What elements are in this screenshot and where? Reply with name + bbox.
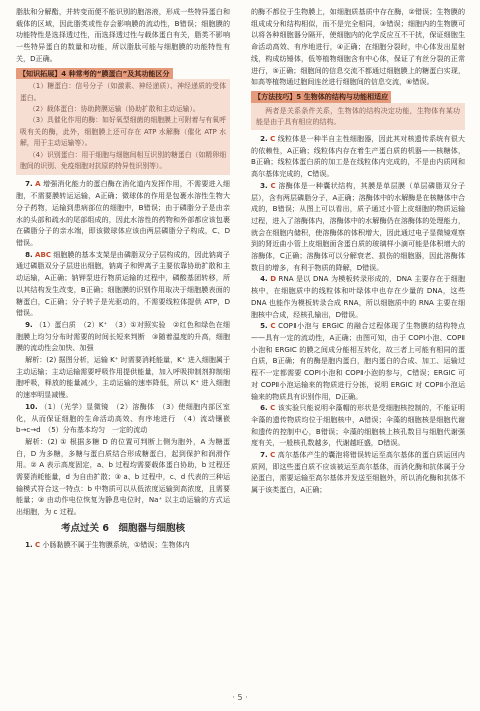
answer-letter: ABC [35,249,52,259]
box-item: （3）具催化作用的酶：如好氧型细菌的细胞膜上可附着与有氧呼吸有关的酶，此外，细胞膜上还可存在 ATP 水解酶（催化 ATP 水解，用于主动运输等）。 [20,116,226,148]
answer-letter: C [270,134,276,144]
answer-letter: C [35,539,41,549]
box-text: 两者是关系条件关系，生物体的结构决定功能，生物体有某功能是由于具有相应的结构。 [256,105,460,127]
answer-5 [251,320,465,402]
paragraph: 的酶不都位于生物膜上，如细胞质基质中存在酶，②错误；生物膜的组成成分和结构相似，而不是完全相同，③错误；细胞内的生物膜可以将各种细胞器分隔开，使细胞内的化学反应互不干扰，保证细胞生命活动高效、有序地进行，④正确；在细胞分裂时，中心体发出星射线，构成纺锤体，低等植物细胞含有中心体，保证了有丝分裂的正常进行，⑤正确；细胞间的信息交流不都通过细胞膜上的糖蛋白实现，如高等植物通过胞间连丝进行细胞间的信息交流，⑥错误。 [251,7,465,87]
answer-8 [16,249,230,319]
question-number: 8. [25,249,33,259]
question-number: 6. [260,403,268,413]
question-number: 10. [25,401,38,411]
answer-3 [251,180,465,274]
answer-letter: C [270,180,276,190]
explanation: 溶酶体是一种囊状结构，其膜是单层膜（单层磷脂双分子层），含有两层磷脂分子，A正确；溶酶体中的水解酶是在核糖体中合成的，B错误；从图上可以看出，质子通过小管上皮细胞的物质运输过程，进入了溶酶体内，溶酶体中的水解酶仍在溶酶体的处理能力，就会在细胞内储积，使溶酶体的体积增大，因此通过电子显微镜观察到的肾近曲小管上皮细胞面含蛋白质的玻璃样小滴可能是体积增大的溶酶体，C正确；溶酶体可以分解衰老、损伤的细胞器，因此溶酶体数目的增多，有利于物质的降解，D错误。 [251,180,465,272]
answer-9 [16,319,230,354]
question-number: 3. [260,180,268,190]
page-number: · 5 · [232,693,248,702]
explanation: 细胞膜的基本支架是由磷脂双分子层构成的，因此钠离子通过磷脂双分子层进出细胞，钠离子和钾离子主要依靠协助扩散和主动运输，A正确；钠钾泵进行物质运输的过程中，磷酸基团转移，所以其结构发生改变，B正确；细胞膜的识别作用取决于细胞膜表面的糖蛋白，C正确；分子转子是光驱动的，不需要线粒体提供 ATP，D错误。 [16,249,230,318]
box-item: （4）识别蛋白：用于细胞与细胞间相互识别的糖蛋白（如精卵细胞间的识别、免疫细胞对抗原的特异性识别等）。 [20,150,226,171]
box-title: 【知识拓展】4 种常考的“膜蛋白”及其功能区分 [16,68,173,80]
explanation: 该实验只能说明伞藻帽的形状是受细胞核控制的，不能证明伞藻的遗传物质均位于细胞核中，A错误；伞藻的细胞核是细胞代谢和遗传的控制中心，B错误；伞藻的细胞核上核孔数目与细胞代谢强度有关，一般核孔数越多，代谢越旺盛，D错误。 [251,403,465,448]
explanation: 小肠黏膜不属于生物膜系统，①错误；生物体内 [42,539,190,549]
analysis-9: 解析：(2) 据图分析，运输 K⁺ 时需要消耗能量，K⁺ 进入细胞属于主动运输；主动运输需要呼吸作用提供能量，加入呼吸抑制剂抑制细胞呼吸，释放的能量减少，主动运输的速率降低，所以 K⁺ 进入细胞的速率明显减慢。 [16,355,230,400]
box-item: （2）载体蛋白：协助跨膜运输（协助扩散和主动运输）。 [28,105,200,114]
explanation: （1）蛋白质 （2）K⁺ （3）①对照实验 ②红色和绿色在细胞膜上均匀分布时需要的时间长短来判断 ③随着温度的升高，细胞膜的流动性会加快、加强 [16,319,230,353]
question-number: 2. [260,134,268,144]
explanation: RNA 是以 DNA 为模板转录形成的，DNA 主要存在于细胞核中，在细胞质中的线粒体和叶绿体中也存在少量的 DNA，这些 DNA 也能作为模板转录合成 RNA，所以细胞质中的 RNA 主要在细胞核中合成，经核孔输出，D错误。 [251,274,465,319]
analysis-10: 解析：(2) ① 根据多糖 D 的位置可判断上侧为胞外，A 为糖蛋白，D 为多糖，多糖与蛋白质结合形成糖蛋白，起到保护和润滑作用。② A 表示高度固定，a、b 过程均需要载体蛋白协助，b 过程还需要消耗能量，d 为自由扩散；③ a、b 过程中，c、d 代表的三种运输模式符合这一特点：b 中物质可以从低浓度运输到高浓度，且需要能量；③ 由动作电位恢复为静息电位时，Na⁺ 以主动运输的方式运出细胞，为 c 过程。 [16,436,230,517]
answer-4 [251,273,465,320]
box-body [251,103,465,130]
box-body [16,79,230,175]
section-title: 考点过关 6 细胞器与细胞核 [61,522,185,534]
answer-letter: C [270,450,276,460]
explanation: 高尔基体产生的囊泡将错误转运至高尔基体的蛋白质运回内质网，即这些蛋白质不应该被运至高尔基体，而消化酶和抗体属于分泌蛋白，需要运输至高尔基体并发送至细胞外，所以消化酶和抗体不属于该类蛋白，A正确； [251,450,465,495]
answer-letter: C [270,321,276,331]
explanation: （1）（光学）显微镜 （2）溶酶体 （3）使细胞内部区室化，从而保证细胞的生命活动高效、有序地进行 （4）流动镶嵌 b→c→d （5）分布基本均匀 一定的流动 [16,401,238,435]
answer-1 [16,539,230,551]
answer-7 [16,178,230,248]
explanation: COPⅡ小泡与 ERGIC 的融合过程体现了生物膜的结构特点——具有一定的流动性，A正确；由图可知，由于 COPⅠ小泡、COPⅡ小泡和 ERGIC 的膜之间成分能相互转化，故三者上可能有相同的蛋白质，B正确；有的酶是胞内蛋白，胞内蛋白的合成、加工、运输过程不一定都需要 COPⅠ小泡和 COPⅡ小泡的参与，C错误；ERGIC 可对 COPⅡ小泡运输来的物质进行分拣，说明 ERGIC 对 COPⅡ小泡运输来的物质具有识别作用，D正确。 [251,321,465,401]
explanation: 线粒体是一种半自主性细胞器，因此其对核遗传系统有很大的依赖性，A正确；线粒体内存在着生产蛋白质的机器——核糖体，B正确；线粒体蛋白质的加工是在线粒体内完成的，不是由内质网和高尔基体完成的，C错误。 [251,134,465,179]
question-number: 1. [25,539,33,549]
answer-letter: C [270,403,276,413]
question-number: 9. [25,319,33,329]
paragraph: 脂肽和分解酯，并转变而便不能识别的胞溶液，形成一些特异蛋白和载体的区域，因此脂类或性存会影响膜的流动性，B错误；细胞膜的功能特性是选择透过性，而选择透过性与载体蛋白有关，脂类不影响一些特异蛋白的数量和功能，所以脂肽可能与细胞膜的功能特性有关，D正确。 [16,7,230,63]
left-column [16,6,238,550]
method-box [251,88,465,130]
question-number: 5. [260,321,268,331]
answer-7-right [251,449,465,496]
box-item: （1）糖蛋白：信号分子（如激素、神经递质）、神经递质的受体蛋白。 [20,82,226,102]
answer-letter: A [35,179,41,189]
explanation: 增强消化能力的蛋白酶在消化道内发挥作用，不需要进入细胞，不需要膜转运运输，A正确；微球体的作用是包裹水溶性生物大分子药物，运输到患病部位的细胞中，B错误；由于磷脂分子是由亲水的头部和疏水的尾部组成的，因此水溶性的药物和外部都应该包裹在磷脂分子的亲水端，即该微球体应该由两层磷脂分子构成，C、D错误。 [16,179,230,247]
answer-6 [251,402,465,449]
question-number: 7. [25,179,33,189]
box-title: 【方法技巧】5 生物体的结构与功能相适应 [251,91,391,103]
knowledge-box [16,65,230,176]
question-number: 7. [260,450,268,460]
answer-letter: D [270,274,277,284]
answer-2 [251,133,465,180]
answer-10 [16,401,238,436]
question-number: 4. [260,274,268,284]
right-column [251,6,465,496]
